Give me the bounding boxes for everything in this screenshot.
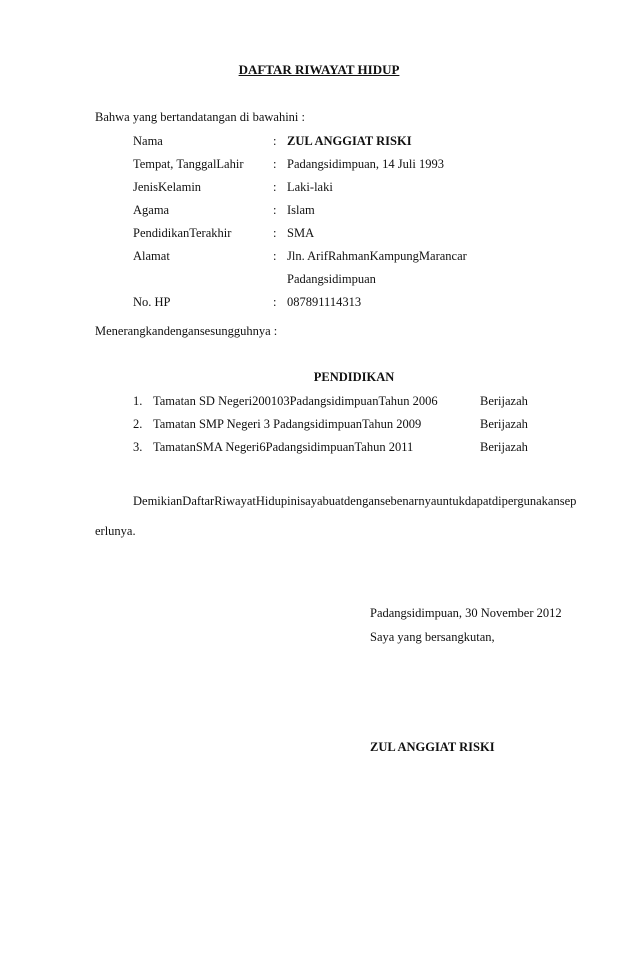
education-item [133, 417, 533, 437]
field-value: 087891114313 [287, 295, 362, 309]
closing-statement-continued: erlunya. [95, 524, 136, 538]
item-text: Tamatan SMP Negeri 3 PadangsidimpuanTahun 2009 [153, 417, 422, 431]
declaration-text: Menerangkandengansesungguhnya : [95, 324, 278, 338]
place-date: Padangsidimpuan, 30 November 2012 [370, 606, 562, 620]
education-item [133, 394, 533, 414]
education-heading: PENDIDIKAN [313, 370, 395, 384]
field-label: No. HP [133, 295, 171, 309]
signature-note: Saya yang bersangkutan, [370, 630, 495, 644]
item-certificate: Berijazah [480, 394, 528, 408]
field-label: Tempat, TanggalLahir [133, 157, 244, 171]
document-title: DAFTAR RIWAYAT HIDUP [238, 62, 400, 77]
field-separator: : [273, 180, 277, 194]
field-separator: : [273, 226, 277, 240]
field-label: PendidikanTerakhir [133, 226, 232, 240]
field-label: Nama [133, 134, 163, 148]
closing-statement: DemikianDaftarRiwayatHidupinisayabuatdengansebenarnyauntukdapatdipergunakansep [133, 494, 577, 508]
field-value: SMA [287, 226, 315, 240]
field-value: Islam [287, 203, 315, 217]
intro-text: Bahwa yang bertandatangan di bawahini : [95, 110, 305, 124]
field-value: Jln. ArifRahmanKampungMarancar [287, 249, 467, 263]
item-text: Tamatan SD Negeri200103PadangsidimpuanTahun 2006 [153, 394, 438, 408]
field-separator: : [273, 249, 277, 263]
field-separator: : [273, 203, 277, 217]
field-label: Alamat [133, 249, 170, 263]
education-item [133, 440, 533, 460]
item-certificate: Berijazah [480, 440, 528, 454]
field-value: Padangsidimpuan, 14 Juli 1993 [287, 157, 444, 171]
field-label: Agama [133, 203, 170, 217]
field-label: JenisKelamin [133, 180, 202, 194]
item-number: 1. [133, 394, 143, 408]
item-text: TamatanSMA Negeri6PadangsidimpuanTahun 2011 [153, 440, 414, 454]
field-value-continued: Padangsidimpuan [287, 272, 376, 286]
signature-name: ZUL ANGGIAT RISKI [370, 740, 495, 754]
item-number: 3. [133, 440, 143, 454]
item-number: 2. [133, 417, 143, 431]
field-value: Laki-laki [287, 180, 333, 194]
field-separator: : [273, 295, 277, 309]
field-value: ZUL ANGGIAT RISKI [287, 134, 412, 148]
field-separator: : [273, 157, 277, 171]
field-separator: : [273, 134, 277, 148]
item-certificate: Berijazah [480, 417, 528, 431]
